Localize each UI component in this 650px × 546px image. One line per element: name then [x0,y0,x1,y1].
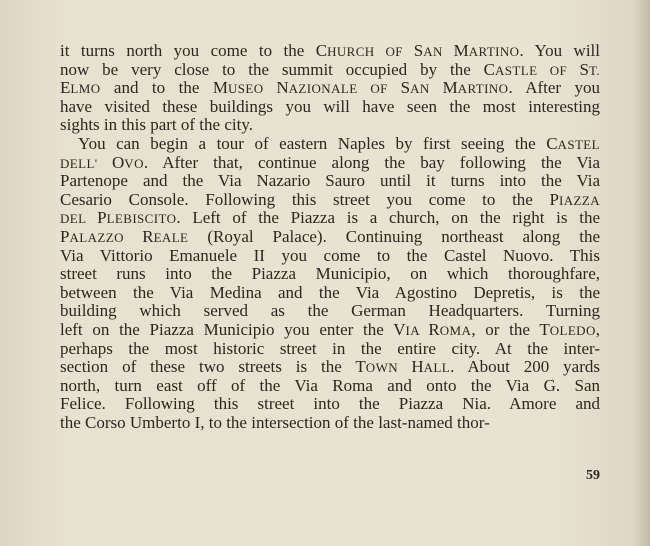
small-caps-run: VO [124,155,144,171]
text-run: . After you [508,78,601,98]
small-caps-run: OMA [439,322,472,338]
text-run: section of these two streets is the [60,357,356,377]
text-line [60,172,600,191]
small-caps-run: AZIONALE OF [288,81,401,97]
text-line [60,135,600,154]
text-run: R [428,319,440,339]
text-run: Felice. Following this street into the Piazza Nia. Amore and [60,394,600,414]
text-run: , [595,319,600,339]
small-caps-run: AN [423,44,454,59]
text-run: T [355,357,366,377]
text-run: N [276,78,289,98]
text-line [60,284,600,303]
small-caps-run: LEBISCITO [106,211,177,227]
text-run: north, turn east off of the Via Roma and onto the Via G. San [60,375,600,395]
text-run: the Corso Umberto I, to the intersection of the last-named thor- [60,412,490,432]
text-run: and to the [100,78,213,98]
text-line [60,116,600,135]
text-run: S [400,78,411,98]
text-run: T [539,319,550,339]
text-line [60,395,600,414]
text-run: M [442,78,458,98]
text-run: have visited these buildings you will have seen the most interesting [60,96,600,116]
text-line [60,191,600,210]
text-run: between the Via Medina and the Via Agostino Depretis, is the [60,282,600,302]
text-run: O [112,152,125,172]
text-run: S [413,41,424,60]
text-line [60,247,600,266]
small-caps-run: OWN [365,360,412,376]
page-edge-shadow [632,0,650,546]
small-caps-run: LMO [70,81,101,97]
text-run: C [546,133,558,153]
text-line [60,377,600,396]
small-caps-run: EALE [153,229,189,245]
small-caps-run: ASTEL [557,136,600,152]
text-line [60,228,600,247]
small-caps-run: AN [410,81,443,97]
text-line [60,209,600,228]
text-line [60,340,600,359]
small-caps-run: IA [405,322,429,338]
text-line [60,302,600,321]
text-run: Partenope and the Via Nazario Sauro until it turns into the Via [60,171,600,191]
text-line [60,42,600,61]
small-caps-run: ALL [423,360,451,376]
text-run: V [393,319,406,339]
text-line [60,154,600,173]
text-line [60,358,600,377]
text-run: building which served as the German Headquarters. Turning [60,301,600,321]
small-caps-run: IAZZA [559,192,600,208]
text-run: sights in this part of the city. [60,115,253,135]
small-caps-run: DEL [60,211,98,227]
text-line [60,61,600,80]
text-run: P [60,226,70,246]
text-run: You can begin a tour of eastern Naples by first seeing the [78,133,547,153]
small-caps-run: T. [588,62,600,78]
text-run: it turns north you come to the [60,41,316,60]
small-caps-run: ARTINO [457,81,509,97]
small-caps-run: ARTINO [468,44,520,59]
text-line [60,98,600,117]
small-caps-run: DELL' [60,155,113,171]
text-run: C [483,59,496,79]
text-line [60,79,600,98]
text-run: E [60,78,71,98]
small-caps-run: USEO [227,81,277,97]
text-run: street runs into the Piazza Municipio, on which thoroughfare, [60,264,600,284]
text-run: now be very close to the summit occupied by the [60,59,484,79]
text-run: Via Vittorio Emanuele II you come to the Castel Nuovo. This [60,245,600,265]
text-run: P [97,208,107,228]
small-caps-run: ASTLE OF [495,62,580,78]
text-run: . After that, continue along the bay following the Via [143,152,600,172]
text-line [60,265,600,284]
text-run: H [411,357,424,377]
small-caps-run: OLEDO [549,322,596,338]
text-run: C [315,41,328,60]
page-number: 59 [586,468,600,483]
text-run: . You will [519,41,600,60]
text-run: S [579,59,589,79]
text-line [60,321,600,340]
small-caps-run: HURCH OF [327,44,414,59]
text-run: , or the [471,319,540,339]
text-run: M [453,41,469,60]
text-run: Cesario Console. Following this street you come to the [60,189,550,209]
text-run: P [549,189,559,209]
text-run: M [212,78,228,98]
text-run: perhaps the most historic street in the entire city. At the inter- [60,338,600,358]
text-run: . Left of the Piazza is a church, on the right is the [176,208,600,228]
small-caps-run: ALAZZO [69,229,143,245]
text-run: (Royal Palace). Continuing northeast along the [188,226,600,246]
text-run: . About 200 yards [450,357,600,377]
text-line [60,414,600,433]
text-run: R [142,226,154,246]
body-text [60,42,600,432]
text-run: left on the Piazza Municipio you enter the [60,319,394,339]
